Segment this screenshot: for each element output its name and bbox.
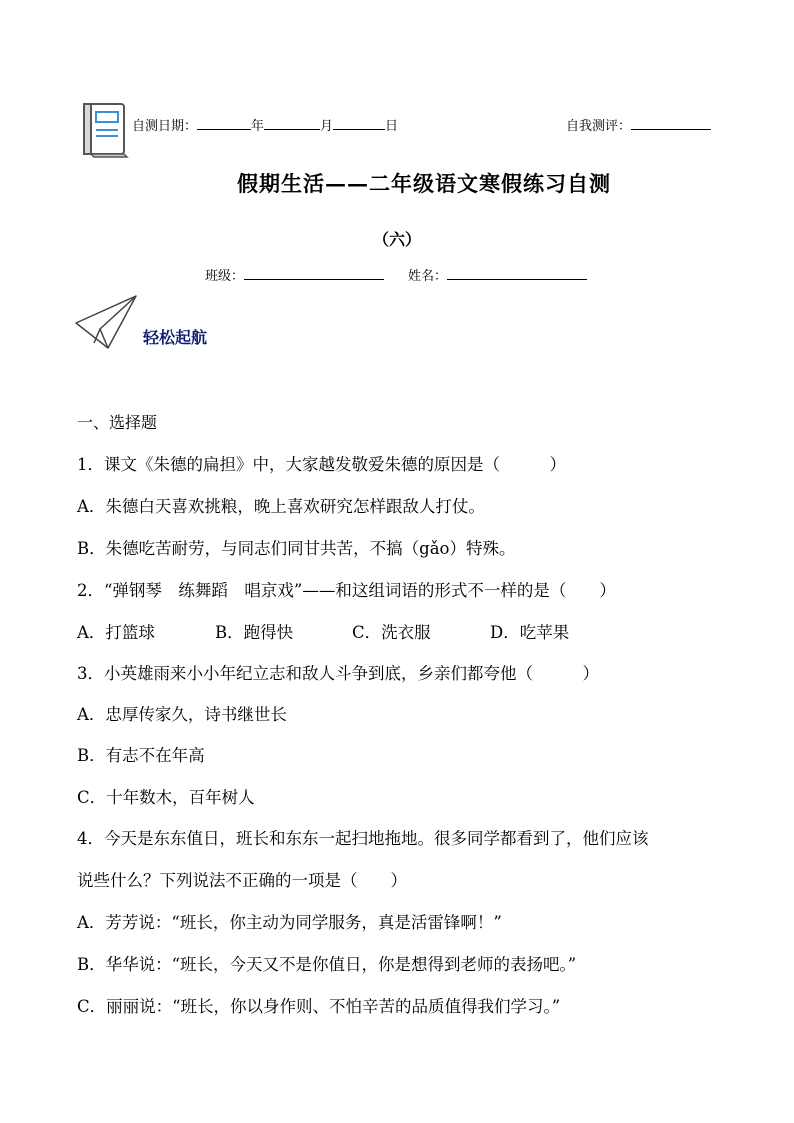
question-3-option-c: C．十年数木，百年树人 — [77, 788, 255, 807]
question-1-option-a: A．朱德白天喜欢挑粮，晚上喜欢研究怎样跟敌人打仗。 — [77, 497, 485, 516]
question-2-option-c: C．洗衣服 — [352, 623, 431, 642]
question-4-line-1: 4．今天是东东值日，班长和东东一起扫地拖地。很多同学都看到了，他们应该 — [77, 829, 649, 848]
name-blank[interactable] — [447, 265, 587, 280]
self-eval-blank[interactable] — [631, 115, 711, 130]
year-label: 年 — [251, 119, 265, 134]
paper-plane-icon — [74, 293, 140, 351]
question-1: 1．课文《朱德的扁担》中，大家越发敬爱朱德的原因是（ ） — [77, 455, 566, 474]
question-2-option-a: A．打篮球 — [77, 623, 155, 642]
class-row — [205, 265, 384, 284]
class-blank[interactable] — [244, 265, 384, 280]
month-label: 月 — [320, 119, 334, 134]
page-title: 假期生活——二年级语文寒假练习自测 — [237, 171, 611, 196]
book-icon — [80, 100, 130, 160]
month-blank[interactable] — [264, 115, 320, 130]
question-2-option-d: D．吃苹果 — [490, 623, 570, 642]
question-4-option-b: B．华华说：“班长，今天又不是你值日，你是想得到老师的表扬吧。” — [77, 955, 577, 974]
question-4-option-c: C．丽丽说：“班长，你以身作则、不怕辛苦的品质值得我们学习。” — [77, 997, 561, 1016]
self-eval-row — [566, 115, 711, 134]
class-label: 班级： — [205, 269, 245, 284]
part-heading: 一、选择题 — [77, 413, 158, 432]
question-1-option-b: B．朱德吃苦耐劳，与同志们同甘共苦，不搞（gǎo）特殊。 — [77, 539, 516, 558]
day-label: 日 — [385, 119, 399, 134]
question-3: 3．小英雄雨来小小年纪立志和敌人斗争到底，乡亲们都夸他（ ） — [77, 664, 599, 683]
self-eval-label: 自我测评： — [566, 119, 632, 134]
name-label: 姓名： — [408, 269, 448, 284]
question-2-option-b: B．跑得快 — [215, 623, 294, 642]
question-2: 2．“弹钢琴 练舞蹈 唱京戏”——和这组词语的形式不一样的是（ ） — [77, 581, 616, 600]
day-blank[interactable] — [333, 115, 385, 130]
date-label: 自测日期： — [132, 119, 198, 134]
section-label: 轻松起航 — [143, 328, 208, 347]
name-row — [408, 265, 587, 284]
page-subtitle: （六） — [372, 230, 421, 249]
test-date-row — [132, 115, 398, 134]
question-4-option-a: A．芳芳说：“班长，你主动为同学服务，真是活雷锋啊！” — [77, 913, 502, 932]
question-3-option-b: B．有志不在年高 — [77, 746, 205, 765]
question-3-option-a: A．忠厚传家久，诗书继世长 — [77, 705, 287, 724]
year-blank[interactable] — [197, 115, 251, 130]
question-4-line-2: 说些什么？下列说法不正确的一项是（ ） — [77, 871, 407, 890]
